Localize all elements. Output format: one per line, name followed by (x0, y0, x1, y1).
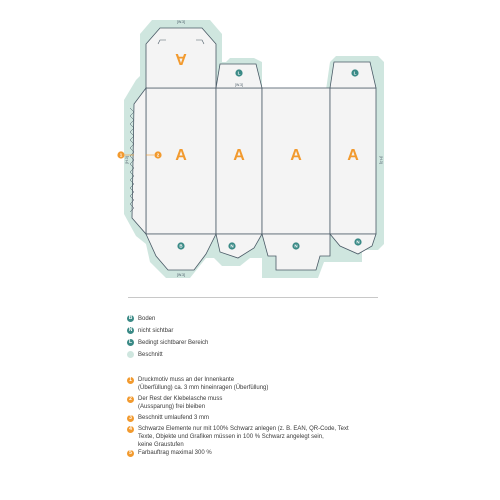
panel-letter-1: A (175, 147, 187, 164)
panels (132, 28, 376, 270)
panel-letter-2: A (233, 147, 245, 164)
note-3-line-1: Beschnitt umlaufend 3 mm (138, 415, 210, 421)
legend-label-beschnitt: Beschnitt (138, 352, 163, 358)
note-3-number: 3 (127, 415, 134, 422)
legend-marker-bedingt-sichtbar: L (128, 339, 133, 345)
marker-N-2: N (294, 243, 298, 249)
marker-note-2: 2 (156, 152, 160, 158)
legend-item-bedingt-sichtbar (127, 337, 387, 349)
legend-marker-nicht-sichtbar: N (128, 327, 133, 333)
panel-letter-3: A (290, 147, 302, 164)
note-1-line-1: Druckmotiv muss an der Innenkante (138, 377, 235, 383)
legend (127, 313, 387, 361)
legend-label-bedingt-sichtbar: Bedingt sichtbarer Bereich (138, 340, 209, 346)
legend-item-nicht-sichtbar (127, 325, 387, 337)
legend-marker-boden: B (128, 315, 133, 321)
note-4-line-3: keine Graustufen (138, 442, 184, 448)
note-4-number: 4 (127, 426, 134, 433)
dim-bottom: [W.3] (177, 273, 185, 277)
dim-height-right: [H.3] (379, 156, 383, 164)
marker-B: B (179, 243, 183, 249)
note-1-line-2: (Überfüllung) ca. 3 mm hineinragen (Überfüllung) (138, 385, 269, 391)
legend-label-boden: Boden (138, 316, 156, 322)
marker-N-1: N (230, 243, 234, 249)
note-2-line-1: Der Rest der Klebelasche muss (138, 396, 223, 402)
note-5 (127, 449, 387, 457)
note-3 (127, 414, 387, 422)
note-1-number: 1 (127, 377, 134, 384)
note-2-line-2: (Aussparung) frei bleiben (138, 404, 206, 410)
marker-note-1: 1 (119, 152, 123, 158)
dim-flap: [W.3] (235, 83, 243, 87)
dim-height-left: [H.3] (125, 156, 129, 164)
note-2-number: 2 (127, 396, 134, 403)
note-4-line-1: Schwarze Elemente nur mit 100% Schwarz anlegen (z. B. EAN, QR-Code, Text (138, 426, 349, 432)
note-5-line-1: Farbauftrag maximal 300 % (138, 450, 212, 456)
marker-L-left: L (237, 70, 241, 76)
print-notes (127, 376, 387, 460)
legend-item-boden (127, 313, 387, 325)
marker-N-3: N (356, 239, 360, 245)
note-4-line-2: Texte, Objekte und Grafiken müssen in 100 % Schwarz angelegt sein, (138, 434, 324, 440)
legend-label-nicht-sichtbar: nicht sichtbar (138, 328, 174, 334)
note-1 (127, 376, 387, 392)
panel-letter-top: A (175, 50, 187, 67)
dim-top: [W.3] (177, 20, 185, 24)
glue-flap (132, 88, 146, 234)
legend-item-beschnitt (127, 349, 387, 361)
note-2 (127, 395, 387, 411)
marker-L-right: L (353, 70, 357, 76)
divider (128, 297, 378, 298)
note-4 (127, 425, 387, 449)
note-5-number: 5 (127, 450, 134, 457)
panel-letter-4: A (347, 147, 359, 164)
legend-marker-beschnitt (127, 351, 134, 358)
